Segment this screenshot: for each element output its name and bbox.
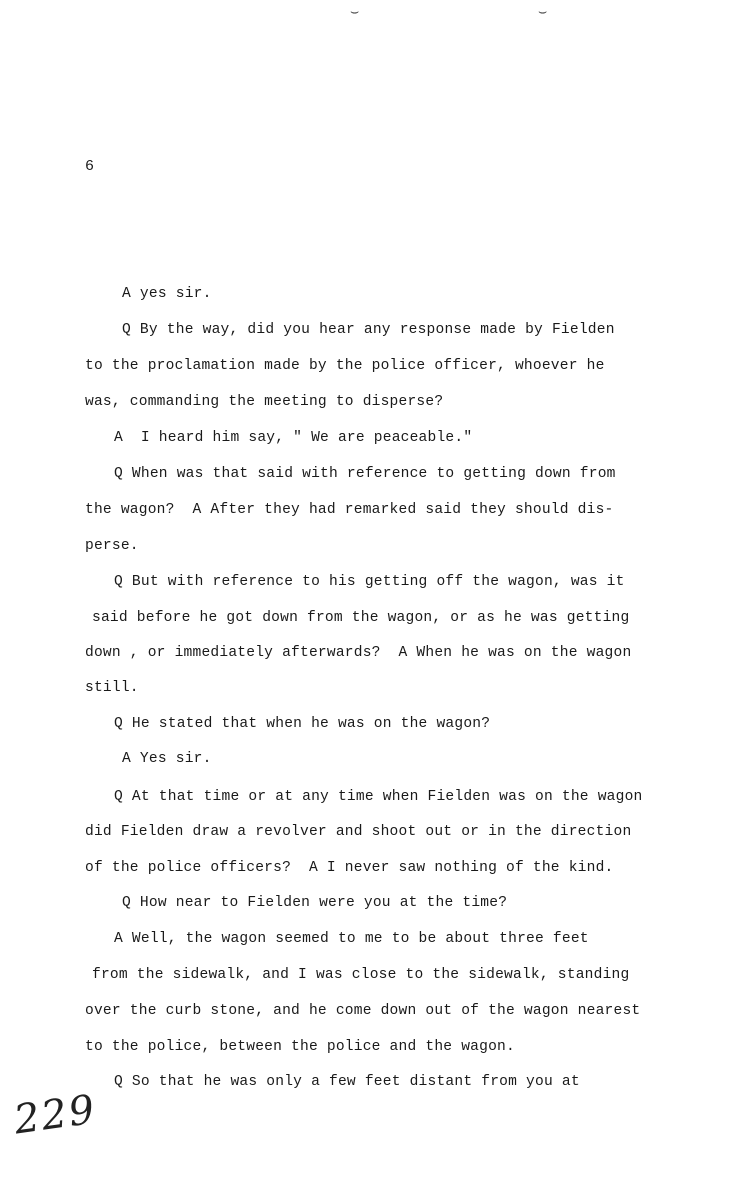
transcript-line: did Fielden draw a revolver and shoot out or in the direction: [85, 824, 632, 840]
transcript-line: was, commanding the meeting to disperse?: [85, 394, 444, 410]
transcript-line: the wagon? A After they had remarked said they should dis-: [85, 502, 614, 518]
handwritten-page-number: 229: [11, 1086, 100, 1144]
page-number: 6: [85, 158, 95, 175]
transcript-line: Q He stated that when he was on the wagon?: [114, 716, 491, 732]
transcript-line: Q So that he was only a few feet distant from you at: [114, 1074, 580, 1090]
transcript-line: A Well, the wagon seemed to me to be about three feet: [114, 931, 589, 947]
transcript-line: perse.: [85, 538, 139, 554]
transcript-line: down , or immediately afterwards? A When he was on the wagon: [85, 645, 632, 661]
transcript-line: Q How near to Fielden were you at the time?: [122, 895, 508, 911]
transcript-line: to the police, between the police and the wagon.: [85, 1039, 515, 1055]
transcript-line: Q When was that said with reference to getting down from: [114, 466, 616, 482]
transcript-line: over the curb stone, and he come down out of the wagon nearest: [85, 1003, 641, 1019]
transcript-line: to the proclamation made by the police officer, whoever he: [85, 358, 605, 374]
top-mark-right: ⌣: [538, 4, 548, 20]
transcript-line: still.: [85, 680, 139, 696]
transcript-line: of the police officers? A I never saw nothing of the kind.: [85, 860, 614, 876]
transcript-line: A I heard him say, " We are peaceable.": [114, 430, 473, 446]
transcript-line: Q At that time or at any time when Fielden was on the wagon: [114, 789, 643, 805]
transcript-line: Q But with reference to his getting off the wagon, was it: [114, 574, 625, 590]
transcript-line: Q By the way, did you hear any response made by Fielden: [122, 322, 615, 338]
top-mark-left: ⌣: [350, 4, 360, 20]
transcript-line: from the sidewalk, and I was close to the sidewalk, standing: [92, 967, 630, 983]
transcript-line: said before he got down from the wagon, or as he was getting: [92, 610, 630, 626]
transcript-line: A yes sir.: [122, 286, 212, 302]
transcript-line: A Yes sir.: [122, 751, 212, 767]
